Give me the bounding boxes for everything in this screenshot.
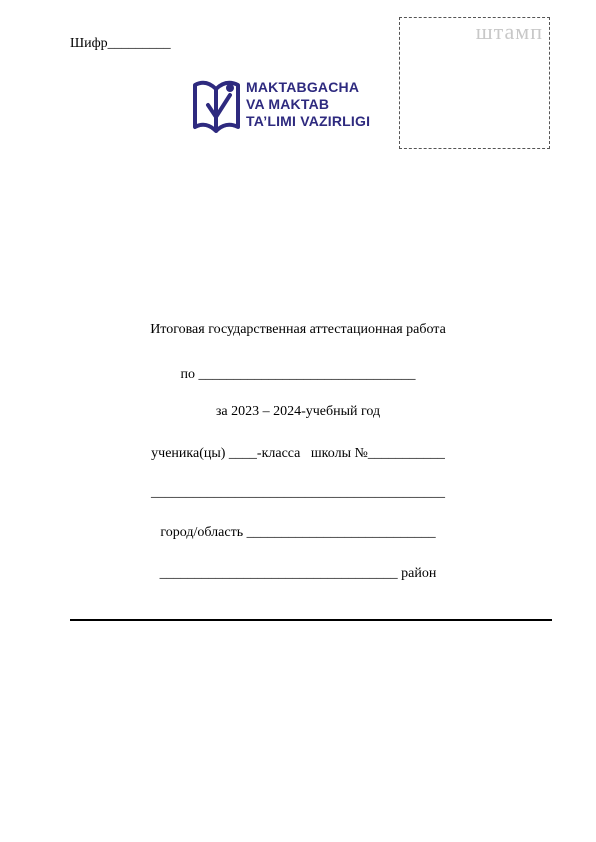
book-icon (192, 75, 242, 135)
subject-field: по _______________________________ (180, 367, 416, 382)
logo-line-1: MAKTABGACHA (246, 79, 360, 95)
district-field: __________________________________ район (159, 566, 437, 581)
ministry-logo (192, 75, 372, 135)
form-title: Итоговая государственная аттестационная работа (150, 322, 446, 337)
student-class-school-field: ученика(цы) ____-класса школы №___________ (151, 446, 445, 461)
stamp-label: штамп (475, 19, 543, 44)
separator-line (70, 619, 552, 621)
city-region-field: город/область ___________________________ (160, 525, 436, 540)
student-name-field: __________________________________________ (151, 485, 445, 500)
cipher-field: Шифр_________ (70, 36, 171, 51)
school-year: за 2023 – 2024-учебный год (215, 404, 381, 419)
logo-line-2: VA MAKTAB (246, 96, 330, 112)
logo-line-3: TA’LIMI VAZIRLIGI (246, 113, 371, 129)
stamp-box (399, 17, 550, 149)
